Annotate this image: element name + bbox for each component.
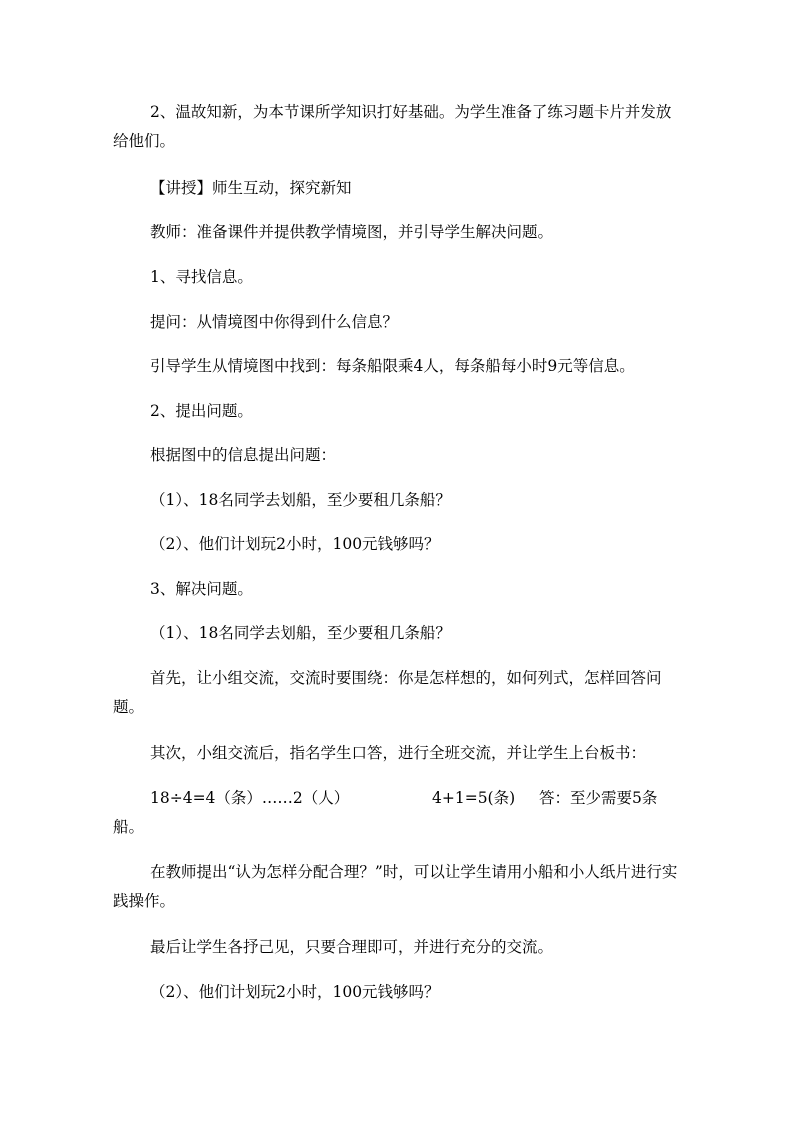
paragraph-teacher: 教师：准备课件并提供教学情境图，并引导学生解决问题。	[150, 223, 554, 241]
equation-addition: 4+1=5(条)	[432, 789, 516, 807]
equation-division: 18÷4=4（条）……2（人）	[150, 789, 350, 807]
step-solve-problem: 3、解决问题。	[150, 580, 253, 598]
paragraph-second: 其次，小组交流后，指名学生口答，进行全班交流，并让学生上台板书：	[150, 744, 647, 762]
problem-2-repeat: （2）、他们计划玩2小时，100元钱够吗？	[150, 983, 440, 1001]
problem-2: （2）、他们计划玩2小时，100元钱够吗？	[150, 535, 440, 553]
paragraph-finally: 最后让学生各抒己见，只要合理即可，并进行充分的交流。	[150, 938, 554, 956]
paragraph-review: 2、温故知新，为本节课所学知识打好基础。为学生准备了练习题卡片并发放给他们。	[113, 103, 672, 150]
paragraph-first: 首先，让小组交流，交流时要围绕：你是怎样想的，如何列式，怎样回答问题。	[113, 669, 662, 716]
equation-answer: 答：至少需要5条	[539, 789, 658, 807]
problem-1: （1）、18名同学去划船，至少要租几条船？	[150, 491, 451, 509]
equation-block	[113, 784, 683, 842]
step-raise-problem: 2、提出问题。	[150, 402, 253, 420]
paragraph-teacher-question: 在教师提出“认为怎样分配合理？”时，可以让学生请用小船和小人纸片进行实践操作。	[113, 863, 678, 910]
section-heading-lecture: 【讲授】师生互动，探究新知	[150, 179, 352, 197]
paragraph-raise-from-info: 根据图中的信息提出问题：	[150, 446, 337, 464]
equation-answer-continuation: 船。	[113, 818, 145, 836]
step-find-info: 1、寻找信息。	[150, 268, 253, 286]
paragraph-guide: 引导学生从情境图中找到：每条船限乘4人，每条船每小时9元等信息。	[150, 357, 635, 375]
problem-1-repeat: （1）、18名同学去划船，至少要租几条船？	[150, 624, 451, 642]
paragraph-question: 提问：从情境图中你得到什么信息？	[150, 313, 399, 331]
